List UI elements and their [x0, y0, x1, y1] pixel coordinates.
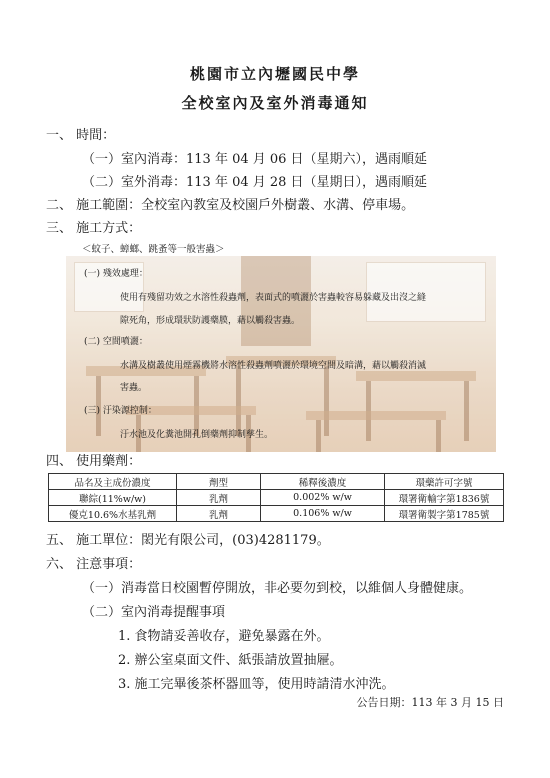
space-text-2: 害蟲。 — [120, 383, 148, 393]
section-notes-heading: 六、 注意事項： — [46, 557, 142, 572]
column-header: 品名及主成份濃度 — [49, 474, 177, 490]
table-cell: 環署衛輸字第1836號 — [385, 490, 504, 506]
chemicals-table — [48, 473, 504, 522]
table-row — [49, 490, 504, 506]
announcement-date: 公告日期：113 年 3 月 15 日 — [356, 696, 504, 709]
table-cell: 乳劑 — [177, 490, 261, 506]
space-text-1: 水溝及樹叢使用煙霧機將水溶性殺蟲劑噴灑於環境空間及暗溝，藉以觸殺消滅 — [120, 361, 427, 371]
classroom-photo — [66, 256, 496, 452]
table-cell: 0.002% w/w — [261, 490, 385, 506]
section-time-heading: 一、 時間： — [46, 128, 116, 143]
table-cell: 0.106% w/w — [261, 506, 385, 522]
section-scope: 二、 施工範圍：全校室內教室及校園戶外樹叢、水溝、停車場。 — [46, 198, 415, 213]
table-cell: 優克10.6%水基乳劑 — [49, 506, 177, 522]
note-item-1: 1. 食物請妥善收存，避免暴露在外。 — [118, 629, 330, 644]
residual-text-2: 隙死角，形成環狀防護藥膜，藉以觸殺害蟲。 — [120, 316, 301, 326]
section-contractor: 五、 施工單位：閎光有限公司，(03)4281179。 — [46, 533, 330, 548]
pollution-heading: (三) 汙染源控制： — [84, 406, 157, 416]
note-2: （二）室內消毒提醒事項 — [82, 605, 226, 620]
table-cell: 聯綜(11%w/w) — [49, 490, 177, 506]
section-method-heading: 三、 施工方式： — [46, 221, 142, 236]
space-heading: (二) 空間噴灑： — [84, 337, 148, 347]
note-1: （一）消毒當日校園暫停開放，非必要勿到校，以維個人身體健康。 — [82, 581, 473, 596]
table-cell: 環署衛製字第1785號 — [385, 506, 504, 522]
note-item-3: 3. 施工完畢後茶杯器皿等，使用時請清水沖洗。 — [118, 677, 395, 692]
indoor-schedule: （一）室內消毒：113 年 04 月 06 日（星期六），遇雨順延 — [82, 152, 428, 167]
column-header: 稀釋後濃度 — [261, 474, 385, 490]
note-item-2: 2. 辦公室桌面文件、紙張請放置抽屜。 — [118, 653, 343, 668]
pollution-text: 汙水池及化糞池開孔倒藥劑抑制孳生。 — [120, 430, 274, 440]
section-chemicals-heading: 四、 使用藥劑： — [46, 454, 142, 469]
table-cell: 乳劑 — [177, 506, 261, 522]
pest-targets: ＜蚊子、蟑螂、跳蚤等一般害蟲＞ — [82, 244, 225, 255]
school-name: 桃園市立內壢國民中學 — [189, 65, 360, 83]
outdoor-schedule: （二）室外消毒：113 年 04 月 28 日（星期日），遇雨順延 — [82, 175, 428, 190]
notice-title: 全校室內及室外消毒通知 — [181, 94, 369, 112]
column-header: 劑型 — [177, 474, 261, 490]
table-header-row — [49, 474, 504, 490]
residual-heading: (一) 殘效處理： — [84, 269, 148, 279]
column-header: 環藥許可字號 — [385, 474, 504, 490]
table-row — [49, 506, 504, 522]
residual-text-1: 使用有殘留功效之水溶性殺蟲劑，表面式的噴灑於害蟲較容易躲藏及出沒之縫 — [120, 293, 427, 303]
